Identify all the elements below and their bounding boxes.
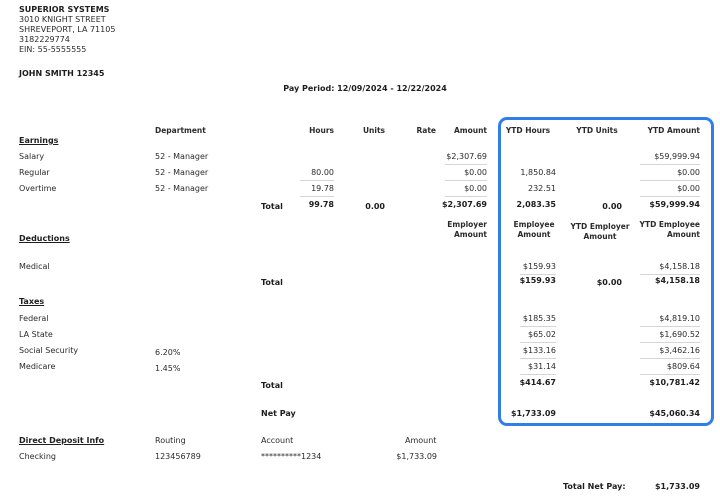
tax-label: Social Security [19,346,79,355]
net-pay-ytd: $45,060.34 [649,409,700,418]
earnings-label: Regular [19,168,50,177]
tax-rate: 1.45% [155,364,181,373]
earnings-total-label: Total [261,202,283,211]
routing-label: Routing [155,436,186,445]
account-number: **********1234 [261,452,322,461]
earnings-title: Earnings [19,136,59,145]
header-department: Department [155,126,206,135]
deposit-type: Checking [19,452,56,461]
tax-ytd-employee: $4,819.10 [659,314,700,323]
tax-ytd-employee: $1,690.52 [659,330,700,339]
earnings-ytd-amount: $0.00 [677,168,700,177]
tax-label: LA State [19,330,53,339]
header-ytd-employer-amount: YTD Employer Amount [570,222,630,241]
earnings-label: Overtime [19,184,57,193]
earnings-dept: 52 - Manager [155,152,209,161]
tax-ytd-employee: $3,462.16 [659,346,700,355]
net-pay-amount: $1,733.09 [510,409,556,418]
company-city: SHREVEPORT, LA 71105 [19,25,116,34]
earnings-hours: 19.78 [311,184,334,193]
deductions-total-label: Total [261,278,283,287]
earnings-amount: $0.00 [464,184,487,193]
company-name: SUPERIOR SYSTEMS [19,5,110,14]
divider [445,180,487,181]
earnings-ytd-hours: 1,850.84 [520,168,556,177]
earnings-ytd-amount: $59,999.94 [654,152,700,161]
deductions-total-employee: $159.93 [519,276,556,285]
tax-rate: 6.20% [155,348,181,357]
total-net-pay-label: Total Net Pay: [563,482,626,491]
deductions-employee: $159.93 [522,262,556,271]
tax-label: Federal [19,314,49,323]
header-ytd-units: YTD Units [576,126,618,135]
deductions-total-ytd-employee: $4,158.18 [654,276,700,285]
header-units: Units [362,126,385,135]
tax-employee: $185.35 [522,314,556,323]
pay-period: Pay Period: 12/09/2024 - 12/22/2024 [283,84,447,93]
taxes-total-employee: $414.67 [519,378,556,387]
earnings-total-ytd-hours: 2,083.35 [516,200,556,209]
net-pay-label: Net Pay [261,409,296,418]
earnings-ytd-amount: $0.00 [677,184,700,193]
earnings-dept: 52 - Manager [155,168,209,177]
header-ytd-hours: YTD Hours [505,126,551,135]
divider [445,196,487,197]
earnings-total-hours: 99.78 [308,200,334,209]
divider [445,164,487,165]
account-label: Account [261,436,294,445]
header-ytd-amount: YTD Amount [647,126,700,135]
earnings-ytd-hours: 232.51 [528,184,556,193]
header-employer-amount: Employer Amount [447,220,487,239]
deposit-amount-label: Amount [405,436,437,445]
company-phone: 3182229774 [19,35,70,44]
header-employee-amount: Employee Amount [513,220,555,239]
earnings-amount: $0.00 [464,168,487,177]
tax-ytd-employee: $809.64 [666,362,700,371]
divider [300,196,334,197]
earnings-total-amount: $2,307.69 [441,200,487,209]
earnings-total-ytd-units: 0.00 [602,202,622,211]
deductions-title: Deductions [19,234,70,243]
earnings-total-ytd-amount: $59,999.94 [649,200,700,209]
earnings-hours: 80.00 [311,168,334,177]
header-amount: Amount [453,126,487,135]
taxes-total-label: Total [261,381,283,390]
tax-employee: $65.02 [528,330,556,339]
deductions-total-ytd-employer: $0.00 [596,278,622,287]
ytd-highlight-box [498,117,714,426]
tax-label: Medicare [19,362,56,371]
tax-employee: $31.14 [528,362,556,371]
employee-name: JOHN SMITH 12345 [19,69,105,78]
earnings-total-units: 0.00 [365,202,385,211]
tax-employee: $133.16 [522,346,556,355]
company-street: 3010 KNIGHT STREET [19,15,106,24]
taxes-total-ytd-employee: $10,781.42 [649,378,700,387]
deductions-ytd-employee: $4,158.18 [659,262,700,271]
header-ytd-employee-amount: YTD Employee Amount [639,220,700,239]
earnings-dept: 52 - Manager [155,184,209,193]
total-net-pay-amount: $1,733.09 [654,482,700,491]
company-ein: EIN: 55-5555555 [19,45,87,54]
header-hours: Hours [309,126,334,135]
header-rate: Rate [416,126,436,135]
deposit-amount: $1,733.09 [396,452,437,461]
taxes-title: Taxes [19,297,45,306]
deductions-label: Medical [19,262,50,271]
earnings-amount: $2,307.69 [446,152,487,161]
direct-deposit-title: Direct Deposit Info [19,436,105,445]
earnings-label: Salary [19,152,45,161]
routing-number: 123456789 [155,452,201,461]
divider [300,180,334,181]
